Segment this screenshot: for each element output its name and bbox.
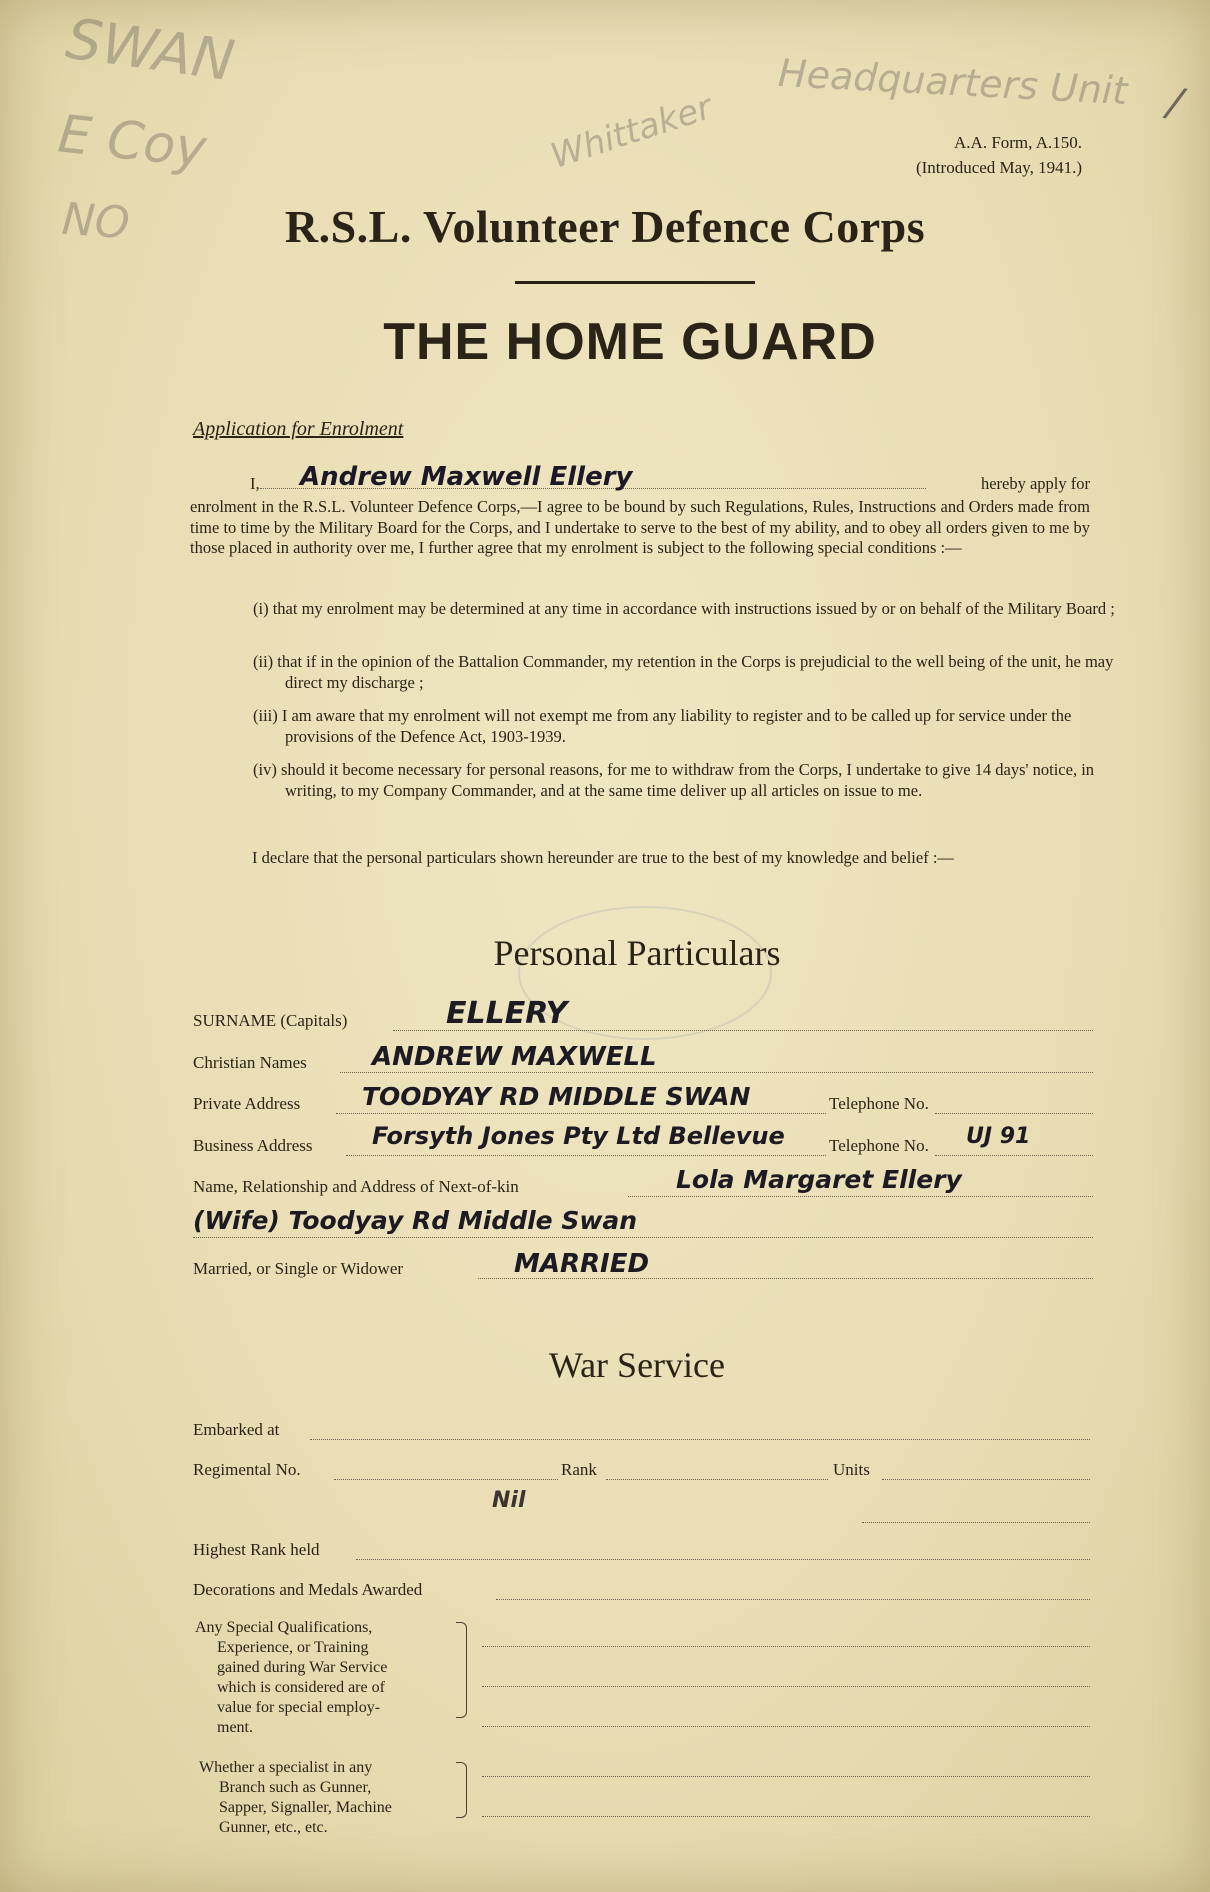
private-telephone-label: Telephone No. (829, 1094, 929, 1113)
title-divider (515, 281, 755, 284)
form-reference (916, 130, 1082, 180)
specialist-line-2 (482, 1816, 1090, 1817)
condition-iii: (iii) I am aware that my enrolment will not exempt me from any liability to register and to be called up for service under the provisions of the Defence Act, 1903-1939. (253, 706, 1072, 746)
decorations-label: Decorations and Medals Awarded (193, 1580, 423, 1599)
business-address-line (346, 1155, 826, 1156)
intro-body: enrolment in the R.S.L. Volunteer Defence Corps,—I agree to be bound by such Regulations, Rules, Instructions and Orders made from time to time by the Military Board for the Corps, and I undertake to serve to the best of my ability, and to obey all orders given to me by those placed in authority over me, I further agree that my enrolment is subject to the following special conditions :— (190, 497, 1090, 557)
pencil-note-tick: / (1164, 79, 1186, 127)
qualifications-label-line: Any Special Qualifications, (195, 1619, 373, 1636)
next-of-kin-line-1 (628, 1196, 1093, 1197)
pencil-note-swan: SWAN (62, 6, 239, 95)
business-telephone-label: Telephone No. (829, 1136, 929, 1155)
application-heading: Application for Enrolment (193, 418, 404, 440)
intro-i: I, (250, 474, 260, 493)
specialist-label-line: Branch such as Gunner, (219, 1779, 372, 1796)
regimental-number-line (334, 1479, 558, 1480)
units-line-2 (862, 1522, 1090, 1523)
private-address-label: Private Address (193, 1094, 301, 1113)
qualifications-brace (456, 1622, 467, 1718)
condition-iv: (iv) should it become necessary for personal reasons, for me to withdraw from the Corps, I undertake to give 14 days' notice, in writing, to my Company Commander, and at the same time deliver up all articles on issue to me. (253, 760, 1095, 800)
business-address-value: Forsyth Jones Pty Ltd Bellevue (372, 1122, 785, 1150)
qualifications-label-line: gained during War Service (217, 1659, 388, 1676)
intro-tail: hereby apply for (980, 474, 1090, 493)
declaration: I declare that the personal particulars shown hereunder are true to the best of my knowledge and belief :— (252, 848, 954, 867)
surname-label: SURNAME (Capitals) (193, 1011, 348, 1030)
pencil-note-coy: E Coy (55, 104, 210, 180)
qualifications-line-2 (482, 1686, 1090, 1687)
private-telephone-line (935, 1113, 1093, 1114)
rank-line (606, 1479, 828, 1480)
specialist-label (199, 1758, 459, 1838)
war-service-heading: War Service (548, 1345, 725, 1385)
embarked-line (310, 1439, 1090, 1440)
next-of-kin-value-1: Lola Margaret Ellery (676, 1165, 962, 1194)
private-address-line (336, 1113, 826, 1114)
nil-mark: Nil (492, 1488, 526, 1513)
private-address-value: TOODYAY RD MIDDLE SWAN (362, 1082, 751, 1111)
form-title: R.S.L. Volunteer Defence Corps (284, 201, 926, 252)
specialist-label-line: Sapper, Signaller, Machine (219, 1799, 392, 1816)
qualifications-label (195, 1618, 455, 1738)
marital-status-value: MARRIED (514, 1249, 650, 1279)
specialist-label-line: Gunner, etc., etc. (219, 1819, 328, 1836)
business-address-label: Business Address (193, 1136, 313, 1155)
form-number: A.A. Form, A.150. (954, 133, 1082, 152)
regimental-number-label: Regimental No. (193, 1460, 301, 1479)
embarked-label: Embarked at (193, 1420, 280, 1439)
rank-label: Rank (561, 1460, 597, 1479)
specialist-line-1 (482, 1776, 1090, 1777)
qualifications-label-line: which is considered are of (217, 1679, 385, 1696)
pencil-note-name: Whittaker (545, 87, 717, 177)
qualifications-label-line: Experience, or Training (217, 1639, 369, 1656)
personal-particulars-heading: Personal Particulars (493, 933, 781, 973)
pencil-note-no: NO (60, 193, 132, 250)
christian-names-line (340, 1072, 1093, 1073)
qualifications-line-3 (482, 1726, 1090, 1727)
units-line (882, 1479, 1090, 1480)
christian-names-label: Christian Names (193, 1053, 307, 1072)
surname-value: ELLERY (446, 996, 568, 1031)
qualifications-label-line: value for special employ- (217, 1699, 381, 1716)
condition-ii: (ii) that if in the opinion of the Battalion Commander, my retention in the Corps is prejudicial to the well being of the unit, he may direct my discharge ; (253, 652, 1114, 692)
next-of-kin-value-2: (Wife) Toodyay Rd Middle Swan (193, 1206, 638, 1235)
specialist-label-line: Whether a specialist in any (199, 1759, 373, 1776)
christian-names-value: ANDREW MAXWELL (372, 1042, 657, 1072)
highest-rank-label: Highest Rank held (193, 1540, 320, 1559)
form-introduced-date: (Introduced May, 1941.) (915, 158, 1082, 177)
pencil-note-unit: Headquarters Unit (777, 50, 1129, 114)
next-of-kin-label: Name, Relationship and Address of Next-of-kin (193, 1177, 519, 1196)
next-of-kin-line-2 (193, 1237, 1093, 1238)
business-telephone-value: UJ 91 (966, 1124, 1031, 1149)
form-subtitle: THE HOME GUARD (383, 313, 877, 371)
qualifications-label-line: ment. (217, 1719, 253, 1736)
qualifications-line-1 (482, 1646, 1090, 1647)
specialist-brace (456, 1762, 467, 1818)
business-telephone-line (935, 1155, 1093, 1156)
marital-status-label: Married, or Single or Widower (193, 1259, 404, 1278)
applicant-signature: Andrew Maxwell Ellery (300, 462, 633, 492)
decorations-line (496, 1599, 1090, 1600)
highest-rank-line (356, 1559, 1090, 1560)
units-label: Units (833, 1460, 870, 1479)
condition-i: (i) that my enrolment may be determined at any time in accordance with instructions issued by or on behalf of the Military Board ; (253, 599, 1115, 618)
